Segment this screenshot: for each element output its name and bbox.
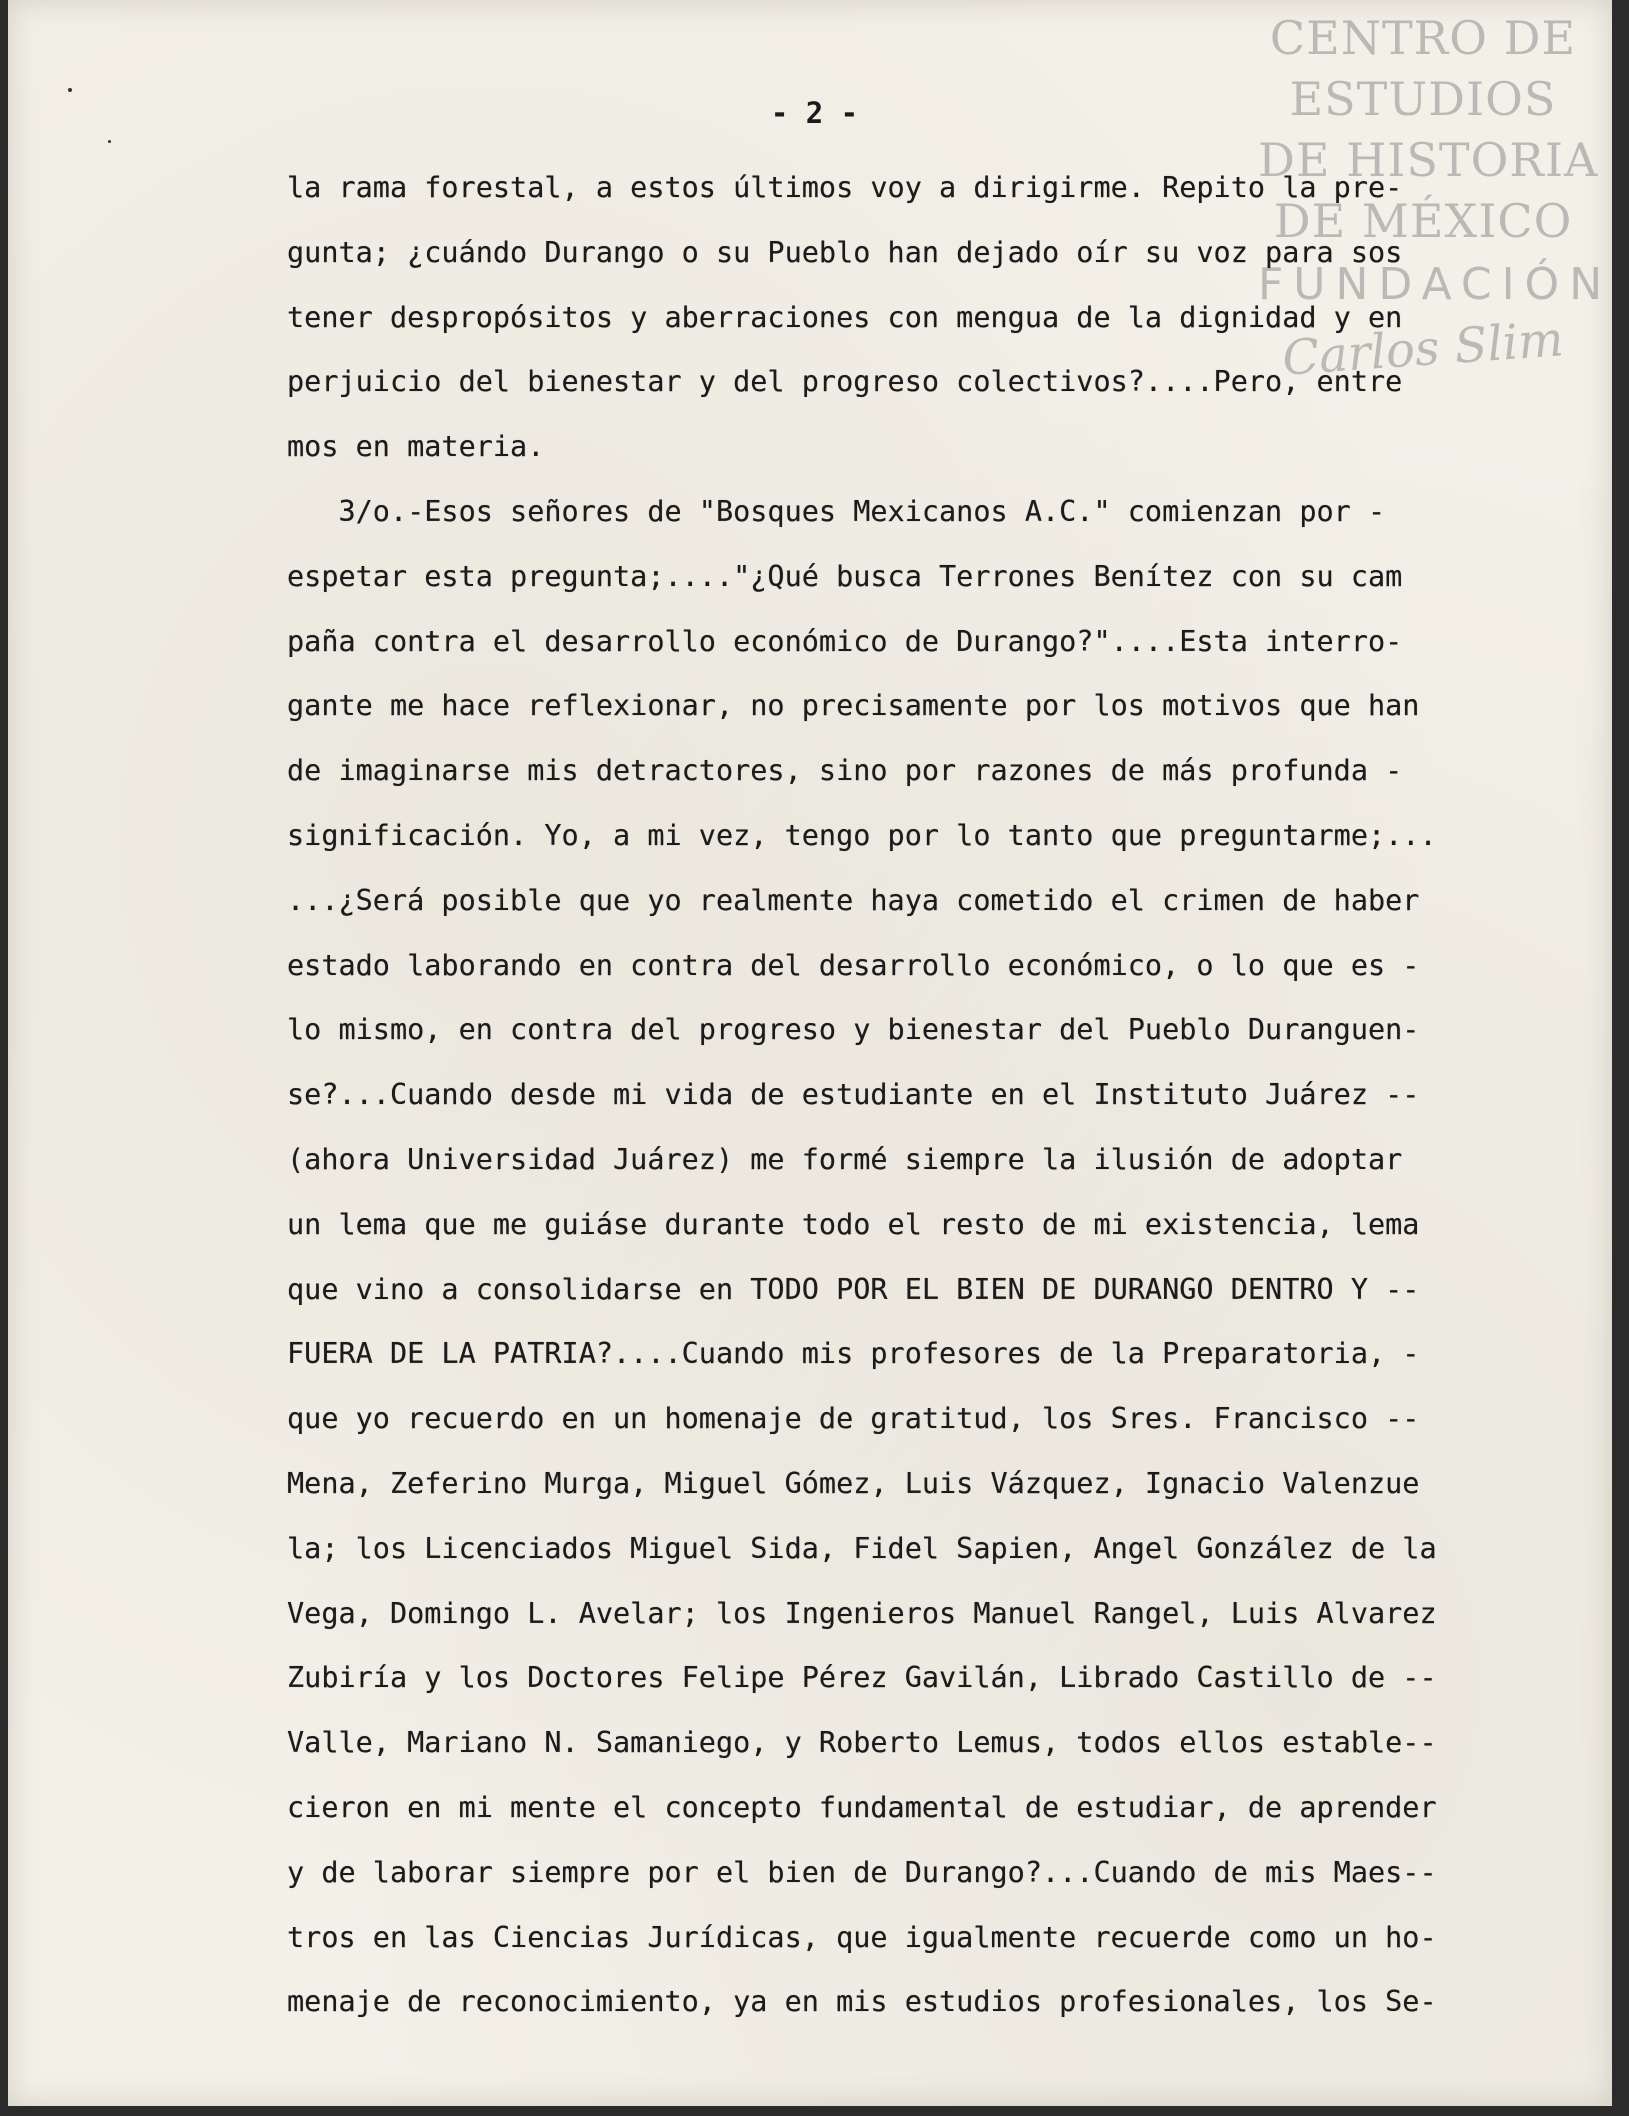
page-number: - 2 - <box>770 96 859 130</box>
text-line: tener despropósitos y aberraciones con mengua de la dignidad y en <box>287 300 1403 334</box>
watermark-line-4: DE MÉXICO <box>1273 194 1573 248</box>
typewritten-body <box>287 156 1577 2035</box>
text-line: menaje de reconocimiento, ya en mis estudios profesionales, los Se- <box>287 1985 1437 2019</box>
text-line: lo mismo, en contra del progreso y bienestar del Pueblo Duranguen- <box>287 1013 1420 1047</box>
text-line: 3/o.-Esos señores de "Bosques Mexicanos A.C." comienzan por - <box>287 494 1386 528</box>
watermark-line-1: CENTRO DE <box>1269 11 1577 65</box>
text-line: paña contra el desarrollo económico de Durango?"....Esta interro- <box>287 624 1403 658</box>
text-line: espetar esta pregunta;...."¿Qué busca Terrones Benítez con su cam <box>287 559 1403 593</box>
text-line: se?...Cuando desde mi vida de estudiante en el Instituto Juárez -- <box>287 1078 1420 1112</box>
text-line: tros en las Ciencias Jurídicas, que igualmente recuerde como un ho- <box>287 1920 1437 1954</box>
text-line: de imaginarse mis detractores, sino por razones de más profunda - <box>287 754 1403 788</box>
text-line: estado laborando en contra del desarrollo económico, o lo que es - <box>287 948 1420 982</box>
text-line: cieron en mi mente el concepto fundamental de estudiar, de aprender <box>287 1790 1437 1824</box>
text-line: y de laborar siempre por el bien de Durango?...Cuando de mis Maes-- <box>287 1855 1437 1889</box>
text-line: que yo recuerdo en un homenaje de gratitud, los Sres. Francisco -- <box>287 1402 1420 1436</box>
text-line: ...¿Será posible que yo realmente haya cometido el crimen de haber <box>287 883 1420 917</box>
text-line: Valle, Mariano N. Samaniego, y Roberto Lemus, todos ellos estable-- <box>287 1726 1437 1760</box>
watermark-signature: Carlos Slim <box>1280 311 1566 387</box>
text-line: Mena, Zeferino Murga, Miguel Gómez, Luis Vázquez, Ignacio Valenzue <box>287 1466 1420 1500</box>
watermark-line-2: ESTUDIOS <box>1289 72 1557 126</box>
text-line: la rama forestal, a estos últimos voy a dirigirme. Repito la pre- <box>287 171 1403 204</box>
text-line: significación. Yo, a mi vez, tengo por lo tanto que preguntarme;... <box>287 818 1437 852</box>
text-line: Zubiría y los Doctores Felipe Pérez Gavilán, Librado Castillo de -- <box>287 1661 1437 1695</box>
text-line: perjuicio del bienestar y del progreso colectivos?....Pero, entre <box>287 365 1403 399</box>
text-line: FUERA DE LA PATRIA?....Cuando mis profesores de la Preparatoria, - <box>287 1337 1420 1371</box>
text-line: la; los Licenciados Miguel Sida, Fidel Sapien, Angel González de la <box>287 1531 1437 1565</box>
watermark-line-3: DE HISTORIA <box>1258 133 1599 187</box>
text-line: que vino a consolidarse en TODO POR EL BIEN DE DURANGO DENTRO Y -- <box>287 1272 1420 1306</box>
text-line: Vega, Domingo L. Avelar; los Ingenieros Manuel Rangel, Luis Alvarez <box>287 1596 1437 1630</box>
text-line: un lema que me guiáse durante todo el resto de mi existencia, lema <box>287 1207 1420 1241</box>
text-line: (ahora Universidad Juárez) me formé siempre la ilusión de adoptar <box>287 1142 1403 1176</box>
text-line: gunta; ¿cuándo Durango o su Pueblo han dejado oír su voz para sos <box>287 235 1403 269</box>
text-line: gante me hace reflexionar, no precisamente por los motivos que han <box>287 689 1420 723</box>
paper-speck <box>68 88 72 92</box>
watermark-foundation: FUNDACIÓN <box>1258 259 1613 310</box>
paper-speck <box>108 140 111 143</box>
text-line: mos en materia. <box>287 430 545 464</box>
